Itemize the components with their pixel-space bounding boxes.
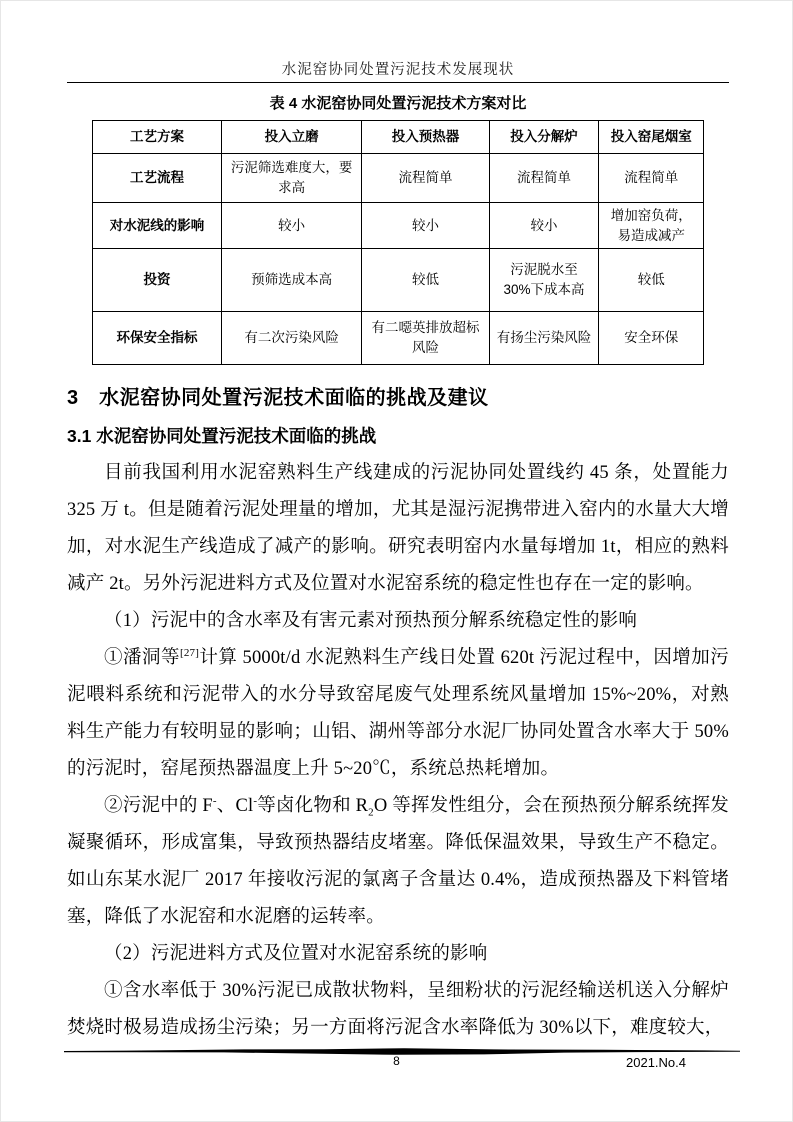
footer-rule [64, 1043, 740, 1053]
table-header-cell: 投入分解炉 [489, 121, 599, 154]
row-label-cell: 对水泥线的影响 [93, 203, 222, 249]
table-cell: 较低 [599, 249, 704, 312]
table-cell: 流程简单 [489, 154, 599, 203]
subsection-heading: 3.1 水泥窑协同处置污泥技术面临的挑战 [67, 426, 377, 446]
table-cell: 流程简单 [599, 154, 704, 203]
paragraph-text: （2）污泥进料方式及位置对水泥窑系统的影响 [104, 944, 488, 964]
paragraph [67, 603, 729, 640]
paragraph-text: 、Cl [216, 796, 254, 816]
row-label-cell: 环保安全指标 [93, 312, 222, 365]
sup-text: - [253, 794, 258, 807]
paragraph [67, 455, 729, 603]
paragraph [67, 640, 729, 788]
table-cell: 较小 [362, 203, 489, 249]
sup-text: [27] [179, 646, 200, 659]
table-header-row [93, 121, 704, 154]
table-row [93, 312, 704, 365]
table-row [93, 203, 704, 249]
sup-text: - [212, 794, 217, 807]
table-cell: 较低 [362, 249, 489, 312]
header-rule [67, 82, 729, 83]
comparison-table [92, 120, 704, 365]
body-paragraphs [67, 455, 729, 1047]
paragraph-text: ①潘洞等 [104, 648, 180, 668]
table-header-cell: 投入窑尾烟室 [599, 121, 704, 154]
row-label-cell: 工艺流程 [93, 154, 222, 203]
paragraph-text: O 等挥发性组分，会在预热预分解系统挥发凝聚循环，形成富集，导致预热器结皮堵塞。降低保温效果，导致生产不稳定。如山东某水泥厂 2017 年接收污泥的氯离子含量达 0.4%，造成预热器及下料管堵塞，降低了水泥窑和水泥磨的运转率。 [67, 796, 729, 927]
paragraph-text: 计算 5000t/d 水泥熟料生产线日处置 620t 污泥过程中，因增加污泥喂料系统和污泥带入的水分导致窑尾废气处理系统风量增加 15%~20%，对熟料生产能力有较明显的影响；山铝、湖州等部分水泥厂协同处置含水率大于 50%的污泥时，窑尾预热器温度上升 5~20℃，系统总热耗增加。 [67, 648, 729, 779]
paragraph-text: ①含水率低于 30%污泥已成散状物料，呈细粉状的污泥经输送机送入分解炉焚烧时极易造成扬尘污染；另一方面将污泥含水率降低为 30%以下，难度较大， [67, 981, 729, 1038]
paragraph [67, 936, 729, 973]
table-caption: 表 4 水泥窑协同处置污泥技术方案对比 [269, 95, 527, 112]
table-cell: 较小 [489, 203, 599, 249]
table-row [93, 249, 704, 312]
table-cell: 较小 [221, 203, 362, 249]
paragraph-text: 等卤化物和 R [257, 796, 369, 816]
section-heading: 3 水泥窑协同处置污泥技术面临的挑战及建议 [67, 387, 489, 409]
table-cell: 预筛选成本高 [221, 249, 362, 312]
table-cell: 有二噁英排放超标风险 [362, 312, 489, 365]
paragraph-text: ②污泥中的 F [104, 796, 213, 816]
running-head-title: 水泥窑协同处置污泥技术发展现状 [281, 62, 515, 78]
row-label-cell: 投资 [93, 249, 222, 312]
table-cell: 安全环保 [599, 312, 704, 365]
table-header-cell: 工艺方案 [93, 121, 222, 154]
paragraph-text: （1）污泥中的含水率及有害元素对预热预分解系统稳定性的影响 [104, 611, 638, 631]
table-cell: 污泥脱水至 30%下成本高 [489, 249, 599, 312]
issue-number: 2021.No.4 [626, 1055, 686, 1070]
paragraph-text: 目前我国利用水泥窑熟料生产线建成的污泥协同处置线约 45 条，处置能力 325 万 t。但是随着污泥处理量的增加，尤其是湿污泥携带进入窑内的水量大大增加，对水泥生产线造成了减产的影响。研究表明窑内水量每增加 1t，相应的熟料减产 2t。另外污泥进料方式及位置对水泥窑系统的稳定性也存在一定的影响。 [67, 463, 729, 594]
paragraph [67, 788, 729, 936]
table-cell: 有扬尘污染风险 [489, 312, 599, 365]
table-cell: 污泥筛选难度大，要求高 [221, 154, 362, 203]
table-cell: 流程简单 [362, 154, 489, 203]
paragraph [67, 973, 729, 1047]
table-row [93, 154, 704, 203]
page-footer [1, 1054, 792, 1074]
table-header-cell: 投入立磨 [221, 121, 362, 154]
table-cell: 有二次污染风险 [221, 312, 362, 365]
table-header-cell: 投入预热器 [362, 121, 489, 154]
table-cell: 增加窑负荷，易造成减产 [599, 203, 704, 249]
page-number: 8 [393, 1054, 400, 1068]
sub-text: 2 [368, 806, 374, 819]
